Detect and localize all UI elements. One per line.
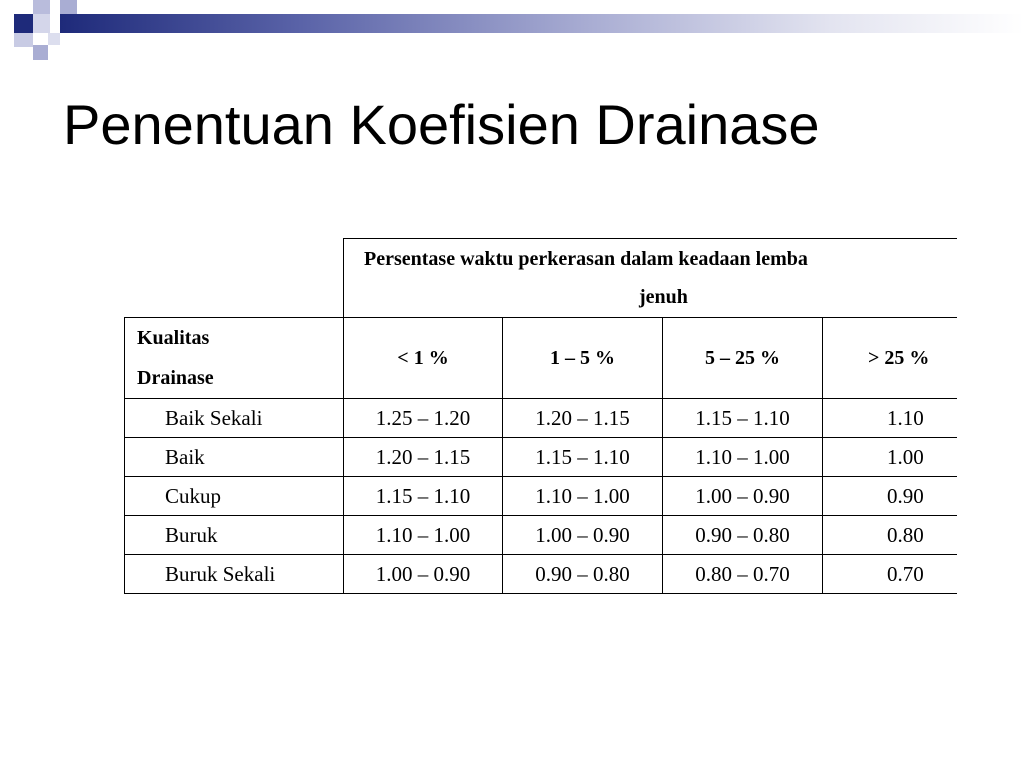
table-row xyxy=(125,438,958,477)
decor-square-light xyxy=(33,14,50,33)
value-cell: 0.80 – 0.70 xyxy=(663,555,823,594)
quality-cell: Baik Sekali xyxy=(125,399,344,438)
table-row xyxy=(125,399,958,438)
quality-cell: Baik xyxy=(125,438,344,477)
decor-square-light xyxy=(33,0,50,14)
header-gradient-bar xyxy=(60,14,1024,33)
column-header: 1 – 5 % xyxy=(503,318,663,399)
value-cell: 1.20 – 1.15 xyxy=(503,399,663,438)
value-cell: 1.00 xyxy=(823,438,958,477)
column-header: 5 – 25 % xyxy=(663,318,823,399)
value-cell: 1.15 – 1.10 xyxy=(663,399,823,438)
value-cell: 0.90 – 0.80 xyxy=(663,516,823,555)
quality-cell: Buruk Sekali xyxy=(125,555,344,594)
value-cell: 0.90 – 0.80 xyxy=(503,555,663,594)
slide-title: Penentuan Koefisien Drainase xyxy=(63,93,820,156)
value-cell: 1.10 – 1.00 xyxy=(503,477,663,516)
row-header-line1: Kualitas xyxy=(137,327,210,349)
value-cell: 1.15 – 1.10 xyxy=(503,438,663,477)
value-cell: 1.10 – 1.00 xyxy=(344,516,503,555)
drainage-quality-header xyxy=(125,318,344,399)
value-cell: 1.15 – 1.10 xyxy=(344,477,503,516)
decor-square-mid xyxy=(60,0,77,14)
drainage-coefficient-table xyxy=(124,238,957,594)
moisture-percentage-header xyxy=(344,239,958,318)
table-column-header-row xyxy=(125,318,958,399)
decor-square-light xyxy=(14,33,33,47)
row-header-line2: Drainase xyxy=(137,367,214,389)
value-cell: 1.00 – 0.90 xyxy=(663,477,823,516)
value-cell: 0.90 xyxy=(823,477,958,516)
table-row xyxy=(125,516,958,555)
value-cell: 1.00 – 0.90 xyxy=(503,516,663,555)
column-header: < 1 % xyxy=(344,318,503,399)
table-row xyxy=(125,477,958,516)
value-cell: 1.10 – 1.00 xyxy=(663,438,823,477)
table-span-header-row xyxy=(125,239,958,318)
quality-cell: Cukup xyxy=(125,477,344,516)
value-cell: 1.10 xyxy=(823,399,958,438)
table-row xyxy=(125,555,958,594)
quality-cell: Buruk xyxy=(125,516,344,555)
table-corner-cell xyxy=(125,239,344,318)
column-header: > 25 % xyxy=(823,318,958,399)
value-cell: 1.25 – 1.20 xyxy=(344,399,503,438)
value-cell: 0.70 xyxy=(823,555,958,594)
decor-square-dark xyxy=(14,14,33,33)
decor-square-mid xyxy=(33,45,48,60)
value-cell: 1.20 – 1.15 xyxy=(344,438,503,477)
value-cell: 1.00 – 0.90 xyxy=(344,555,503,594)
span-header-line2: jenuh xyxy=(639,286,688,308)
span-header-line1: Persentase waktu perkerasan dalam keadaan lemba xyxy=(364,248,808,270)
decor-square-light xyxy=(48,33,60,45)
value-cell: 0.80 xyxy=(823,516,958,555)
drainage-table-container xyxy=(124,238,957,598)
